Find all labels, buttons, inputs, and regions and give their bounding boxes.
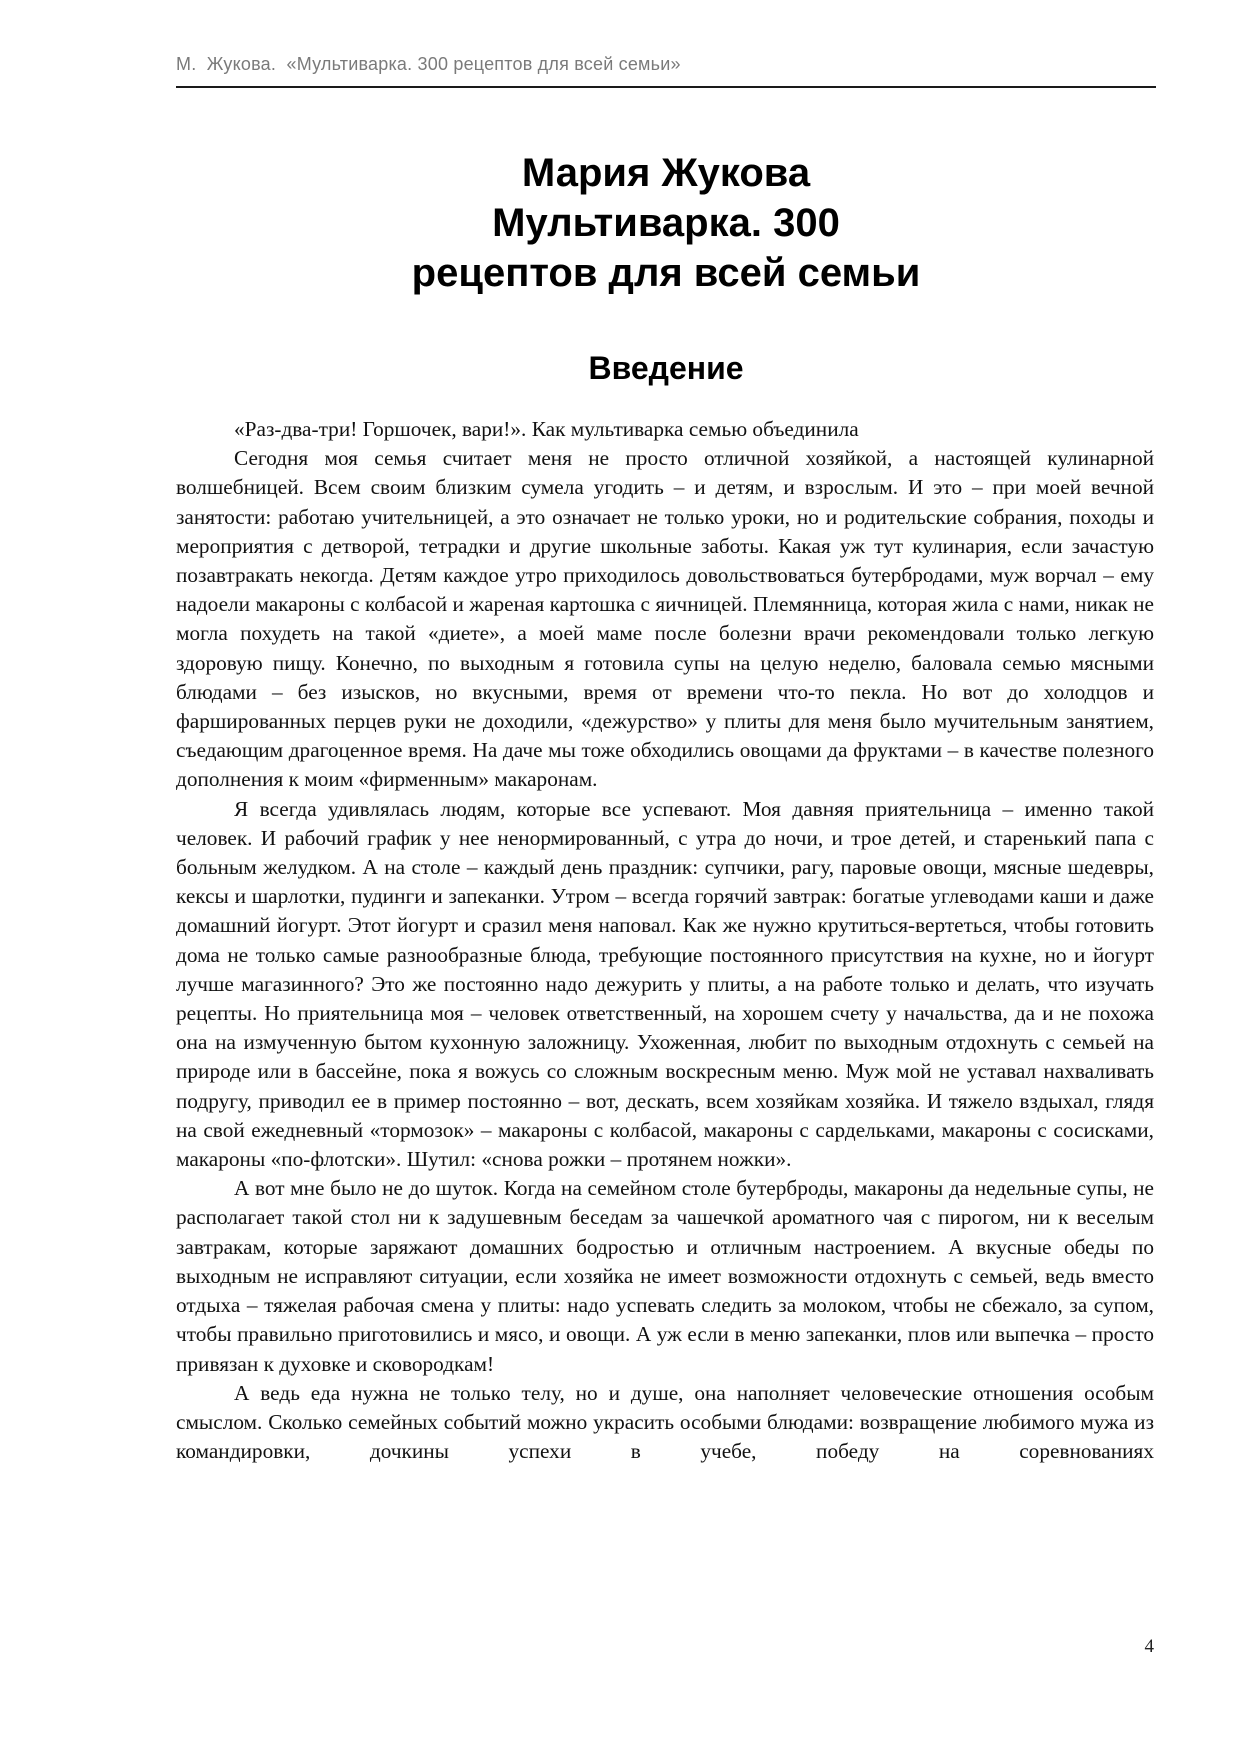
page-number: 4	[1144, 1636, 1154, 1657]
paragraph: «Раз-два-три! Горшочек, вари!». Как мультиварка семью объединила	[234, 417, 859, 441]
book-title	[176, 148, 1156, 298]
paragraph: Я всегда удивлялась людям, которые все успевают. Моя давняя приятельница – именно такой человек. И рабочий график у нее ненормированный, с утра до ночи, и трое детей, и старенький папа с больным желудком. А на столе – каждый день праздник: супчики, рагу, паровые овощи, мясные шедевры, кексы и шарлотки, пудинги и запеканки. Утром – всегда горячий завтрак: богатые углеводами каши и даже домашний йогурт. Этот йогурт и сразил меня наповал. Как же нужно крутиться-вертеться, чтобы готовить дома не только самые разнообразные блюда, требующие постоянного присутствия на кухне, но и йогурт лучше магазинного? Это же постоянно надо дежурить у плиты, а на работе только и делать, что изучать рецепты. Но приятельница моя – человек ответственный, на хорошем счету у начальства, да и не похожа она на измученную бытом кухонную заложницу. Ухоженная, любит по выходным отдохнуть с семьей на природе или в бассейне, пока я вожусь со сложным воскресным меню. Муж мой не уставал нахваливать подругу, приводил ее в пример постоянно – вот, дескать, всем хозяйкам хозяйка. И тяжело вздыхал, глядя на свой ежедневный «тормозок» – макароны с колбасой, макароны с сардельками, макароны с сосисками, макароны «по-флотски». Шутил: «снова рожки – протянем ножки».	[176, 796, 1154, 1172]
title-line-3: рецептов для всей семьи	[411, 251, 921, 295]
header-divider	[176, 86, 1156, 88]
paragraph: А вот мне было не до шуток. Когда на семейном столе бутерброды, макароны да недельные супы, не располагает такой стол ни к задушевным беседам за чашечкой ароматного чая с пирогом, ни к веселым завтракам, которые заряжают домашних бодростью и отличным настроением. А вкусные обеды по выходным не исправляют ситуации, если хозяйка не имеет возможности отдохнуть с семьей, ведь вместо отдыха – тяжелая рабочая смена у плиты: надо успевать следить за молоком, чтобы не сбежало, за супом, чтобы правильно приготовились и мясо, и овощи. А уж если в меню запеканки, плов или выпечка – просто привязан к духовке и сковородкам!	[176, 1176, 1154, 1376]
paragraph: А ведь еда нужна не только телу, но и душе, она наполняет человеческие отношения особым смыслом. Сколько семейных событий можно украсить особыми блюдами: возвращение любимого мужа из командировки, дочкины успехи в учебе, победу на соревнованиях	[176, 1380, 1154, 1464]
section-heading: Введение	[588, 350, 744, 386]
title-line-2: Мультиварка. 300	[492, 201, 840, 245]
body-text	[176, 415, 1154, 1466]
running-header: М. Жукова. «Мультиварка. 300 рецептов для всей семьи»	[176, 54, 681, 74]
title-author: Мария Жукова	[521, 151, 811, 195]
paragraph: Сегодня моя семья считает меня не просто отличной хозяйкой, а настоящей кулинарной волшебницей. Всем своим близким сумела угодить – и детям, и взрослым. И это – при моей вечной занятости: работаю учительницей, а это означает не только уроки, но и родительские собрания, походы и мероприятия с детворой, тетрадки и другие школьные заботы. Какая уж тут кулинария, если зачастую позавтракать некогда. Детям каждое утро приходилось довольствоваться бутербродами, муж ворчал – ему надоели макароны с колбасой и жареная картошка с яичницей. Племянница, которая жила с нами, никак не могла похудеть на такой «диете», а моей маме после болезни врачи рекомендовали только легкую здоровую пищу. Конечно, по выходным я готовила супы на целую неделю, баловала семью мясными блюдами – без изысков, но вкусными, время от времени что-то пекла. Но вот до холодцов и фаршированных перцев руки не доходили, «дежурство» у плиты для меня было мучительным занятием, съедающим драгоценное время. На даче мы тоже обходились овощами да фруктами – в качестве полезного дополнения к моим «фирменным» макаронам.	[176, 446, 1154, 792]
